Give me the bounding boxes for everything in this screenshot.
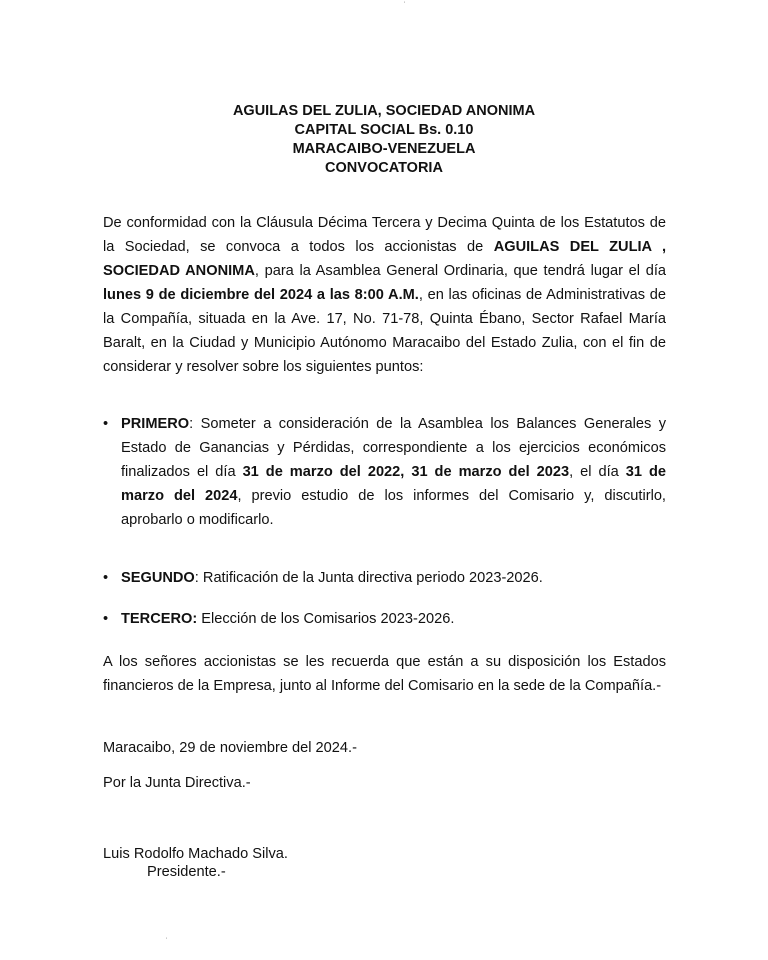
location: MARACAIBO-VENEZUELA [292,141,476,157]
period-2024: 31 de marzo del 2024 [121,464,666,504]
point-second [103,566,666,590]
point-first-label: PRIMERO [121,416,190,432]
point-first-text [121,412,666,532]
point-second-label: SEGUNDO [121,570,195,586]
intro-text-3: , en las oficinas de Administrativas de la Compañía, situada en la Ave. 17, No. 71-78, Quinta Ébano, Sector Rafael María Baralt, en la Ciudad y Municipio Autónomo Maracaibo del Estado Zulia, con el fin de considerar y resolver sobre los siguientes puntos: [103,287,667,375]
bullet-icon: • [103,611,109,627]
scan-speck: ' [166,938,168,944]
signatory-title: Presidente.- [147,864,226,880]
meeting-date: lunes 9 de diciembre del 2024 a las 8:00 A.M. [103,287,419,303]
bullet-icon: • [103,570,109,586]
bullet-icon: • [103,416,109,432]
place-and-date: Maracaibo, 29 de noviembre del 2024.- [103,740,357,756]
intro-company: AGUILAS DEL ZULIA , SOCIEDAD ANONIMA [103,239,667,279]
reminder-paragraph: A los señores accionistas se les recuerda que están a su disposición los Estados financieros de la Empresa, junto al Informe del Comisario en la sede de la Compañía.- [103,654,666,694]
document-header [0,102,768,178]
point-third-label: TERCERO: [121,611,198,627]
point-third [103,607,666,631]
point-third-body: Elección de los Comisarios 2023-2026. [197,611,455,627]
signoff: Por la Junta Directiva.- [103,775,251,791]
period-2023: 31 de marzo del 2023 [411,464,570,480]
intro-paragraph [103,211,666,379]
company-name: AGUILAS DEL ZULIA, SOCIEDAD ANONIMA [232,103,536,119]
point-third-text [121,607,666,631]
point-first-t1: : Someter a consideración de la Asamblea los Balances Generales y Estado de Ganancias y Pérdidas, correspondiente a los ejercicios económicos finalizados el día [121,416,666,480]
point-second-body: : Ratificación de la Junta directiva periodo 2023-2026. [194,570,543,586]
signatory-name: Luis Rodolfo Machado Silva. [103,846,288,862]
point-first [103,412,666,532]
document-title: CONVOCATORIA [325,160,443,176]
point-first-t4: , previo estudio de los informes del Comisario y, discutirlo, aprobarlo o modificarlo. [121,488,666,528]
scan-speck: ' [404,2,406,8]
intro-text-1: De conformidad con la Cláusula Décima Tercera y Decima Quinta de los Estatutos de la Sociedad, se convoca a todos los accionistas de [103,215,666,255]
point-second-text [121,566,666,590]
period-2022: 31 de marzo del 2022, [242,464,405,480]
social-capital: CAPITAL SOCIAL Bs. 0.10 [294,122,474,138]
point-first-t3: , el día [569,464,626,480]
intro-text-2: , para la Asamblea General Ordinaria, que tendrá lugar el día [254,263,666,279]
